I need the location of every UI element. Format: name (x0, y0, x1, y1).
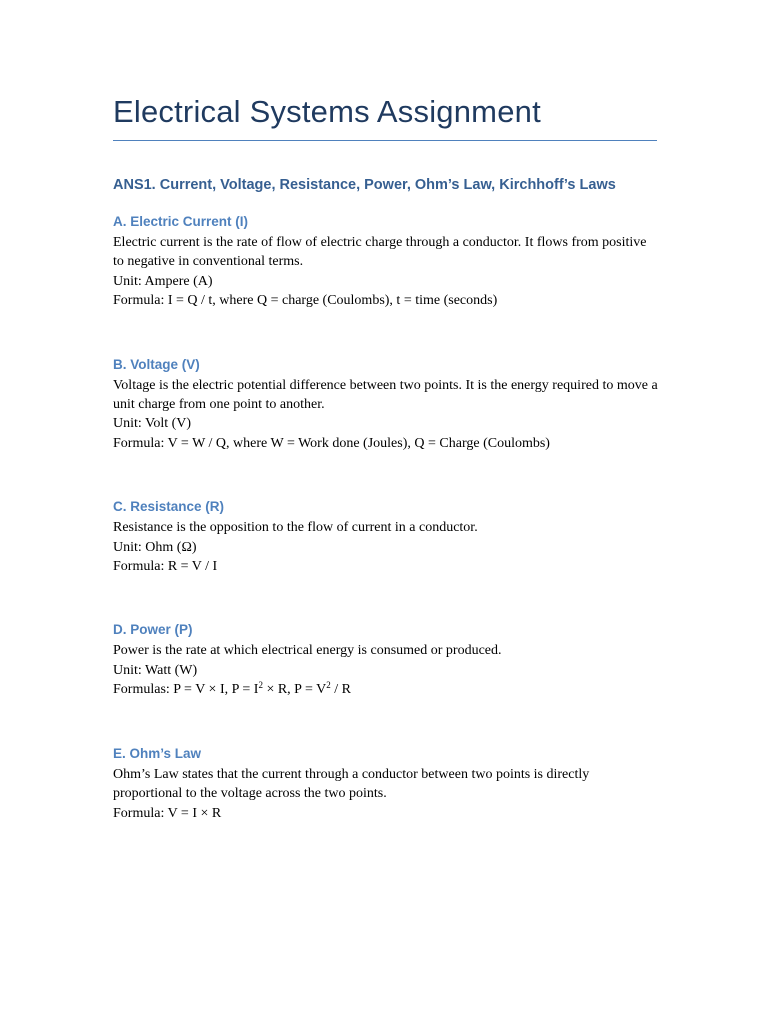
document-page (113, 92, 658, 823)
superscript-exponent: 2 (258, 680, 263, 691)
section-heading: A. Electric Current (I) (113, 214, 249, 229)
document-title: Electrical Systems Assignment (113, 94, 541, 129)
section-body (113, 518, 658, 576)
formula-part: × R, P = V (262, 682, 327, 698)
section-voltage (113, 355, 658, 454)
section-heading: C. Resistance (R) (113, 499, 225, 515)
superscript-exponent: 2 (326, 680, 331, 691)
section-description: Power is the rate at which electrical energy is consumed or produced. (113, 643, 502, 659)
section-heading: B. Voltage (V) (113, 356, 200, 372)
title-underline (113, 140, 657, 141)
section-body (113, 765, 658, 823)
section-formula: Formula: I = Q / t, where Q = charge (Coulombs), t = time (seconds) (113, 293, 498, 309)
section-body (113, 376, 658, 454)
section-heading: E. Ohm’s Law (113, 745, 202, 761)
section-unit: Unit: Watt (W) (113, 662, 198, 678)
section-description: Voltage is the electric potential difference between two points. It is the energy required to move a unit charge from one point to another. (113, 377, 658, 413)
section-electric-current (113, 212, 658, 311)
section-formula: Formula: V = W / Q, where W = Work done (Joules), Q = Charge (Coulombs) (113, 435, 550, 451)
section-formula: Formula: R = V / I (113, 559, 218, 575)
section-ohms-law (113, 744, 658, 823)
section-description: Electric current is the rate of flow of electric charge through a conductor. It flows from positive to negative in conventional terms. (113, 235, 647, 270)
section-description: Resistance is the opposition to the flow of current in a conductor. (113, 520, 478, 536)
section-description: Ohm’s Law states that the current through a conductor between two points is directly proportional to the voltage across the two points. (113, 766, 590, 802)
formula-part: Formulas: P = V × I, P = I (113, 682, 259, 698)
section-unit: Unit: Volt (V) (113, 416, 192, 432)
section-resistance (113, 497, 658, 576)
section-formula (113, 680, 658, 699)
section-heading: D. Power (P) (113, 622, 193, 638)
formula-part: / R (330, 682, 351, 698)
section-power (113, 620, 658, 699)
answer-heading: ANS1. Current, Voltage, Resistance, Power, Ohm’s Law, Kirchhoff’s Laws (113, 177, 616, 193)
section-formula: Formula: V = I × R (113, 805, 222, 821)
section-body (113, 233, 658, 311)
section-unit: Unit: Ohm (Ω) (113, 539, 197, 555)
section-unit: Unit: Ampere (A) (113, 273, 213, 289)
section-body (113, 641, 658, 699)
